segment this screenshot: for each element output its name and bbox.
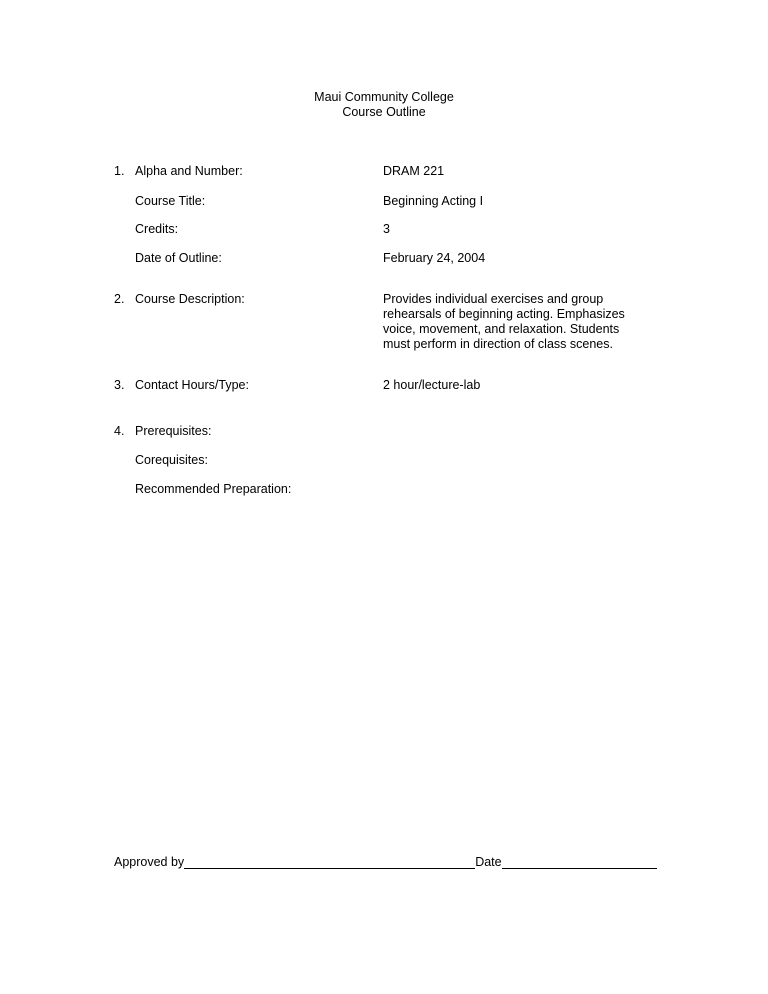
prerequisites-label: Prerequisites: [135, 424, 212, 438]
institution-name: Maui Community College [314, 90, 454, 104]
description-line: must perform in direction of class scenes. [383, 337, 613, 351]
date-of-outline-label: Date of Outline: [135, 251, 222, 265]
description-line: Provides individual exercises and group [383, 292, 604, 306]
section-number: 2. [114, 292, 125, 306]
course-description-label: Course Description: [135, 292, 245, 306]
section-number: 4. [114, 424, 125, 438]
contact-hours-value: 2 hour/lecture-lab [383, 378, 481, 392]
approval-date-line [502, 854, 657, 869]
credits-label: Credits: [135, 222, 179, 236]
corequisites-label: Corequisites: [135, 453, 208, 467]
document-type-title: Course Outline [342, 105, 426, 119]
credits-value: 3 [383, 222, 390, 236]
alpha-number-label: Alpha and Number: [135, 164, 243, 178]
course-title-label: Course Title: [135, 194, 206, 208]
approval-signature-block [114, 854, 657, 869]
course-title-value: Beginning Acting I [383, 194, 484, 208]
section-number: 1. [114, 164, 125, 178]
section-number: 3. [114, 378, 125, 392]
approved-by-label: Approved by [114, 855, 185, 869]
approved-by-signature-line [184, 854, 475, 869]
alpha-number-value: DRAM 221 [383, 164, 445, 178]
approval-date-label: Date [475, 855, 502, 869]
recommended-preparation-label: Recommended Preparation: [135, 482, 292, 496]
document-header [0, 90, 768, 120]
date-of-outline-value: February 24, 2004 [383, 251, 486, 265]
contact-hours-label: Contact Hours/Type: [135, 378, 249, 392]
description-line: rehearsals of beginning acting. Emphasizes [383, 307, 625, 321]
course-description-text [383, 292, 653, 352]
description-line: voice, movement, and relaxation. Students [383, 322, 620, 336]
